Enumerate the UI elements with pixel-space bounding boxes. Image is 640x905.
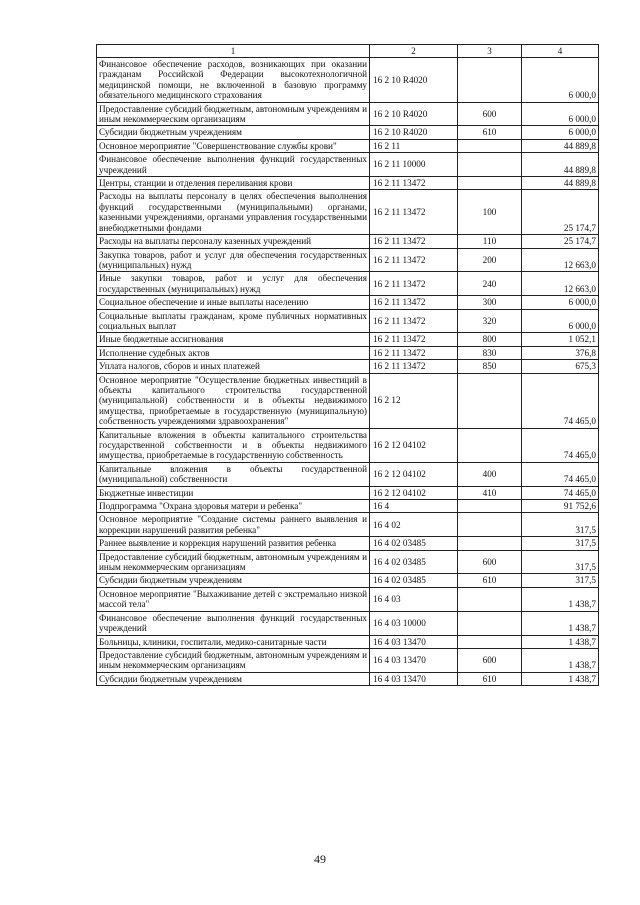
row-code: 16 4 03 13470 — [370, 648, 458, 672]
row-name: Основное мероприятие "Осуществление бюджетных инвестиций в объекты капитального строительства государственной (муниципальной) собственности и в объекты недвижимого имущества, приобретаемые в государственную (муниципальную) собственность учреждениями здравоохранения" — [97, 373, 370, 428]
row-kind: 600 — [458, 102, 522, 126]
row-code: 16 2 11 13472 — [370, 296, 458, 309]
row-name: Бюджетные инвестиции — [97, 486, 370, 499]
row-name: Предоставление субсидий бюджетным, автономным учреждениям и иным некоммерческим организациям — [97, 648, 370, 672]
table-row — [97, 574, 599, 587]
row-code: 16 4 02 — [370, 513, 458, 537]
row-sum: 12 663,0 — [522, 248, 599, 272]
row-code: 16 2 12 — [370, 373, 458, 428]
table-row — [97, 248, 599, 272]
row-kind — [458, 500, 522, 513]
table-row — [97, 102, 599, 126]
row-sum: 317,5 — [522, 513, 599, 537]
row-name: Основное мероприятие "Выхаживание детей с экстремально низкой массой тела" — [97, 587, 370, 611]
row-kind — [458, 153, 522, 177]
table-row — [97, 153, 599, 177]
table-row — [97, 346, 599, 359]
row-code: 16 2 11 13472 — [370, 333, 458, 346]
row-code: 16 2 11 13472 — [370, 190, 458, 235]
row-sum: 1 438,7 — [522, 611, 599, 635]
row-name: Подпрограмма "Охрана здоровья матери и ребенка" — [97, 500, 370, 513]
row-name: Социальные выплаты гражданам, кроме публичных нормативных социальных выплат — [97, 309, 370, 333]
row-code: 16 2 12 04102 — [370, 462, 458, 486]
table-row — [97, 500, 599, 513]
row-code: 16 2 11 10000 — [370, 153, 458, 177]
row-sum: 6 000,0 — [522, 309, 599, 333]
header-col-1: 1 — [97, 45, 370, 58]
table-row — [97, 672, 599, 685]
row-sum: 376,8 — [522, 346, 599, 359]
row-code: 16 4 03 13470 — [370, 672, 458, 685]
row-code: 16 4 03 — [370, 587, 458, 611]
table-header-row — [97, 45, 599, 58]
row-sum: 44 889,8 — [522, 177, 599, 190]
table-row — [97, 272, 599, 296]
table-row — [97, 296, 599, 309]
row-sum: 74 465,0 — [522, 428, 599, 462]
table-row — [97, 333, 599, 346]
row-code: 16 4 03 13470 — [370, 635, 458, 648]
row-sum: 1 438,7 — [522, 648, 599, 672]
row-kind: 610 — [458, 574, 522, 587]
row-name: Социальное обеспечение и иные выплаты населению — [97, 296, 370, 309]
row-name: Уплата налогов, сборов и иных платежей — [97, 360, 370, 373]
row-kind — [458, 373, 522, 428]
row-kind: 240 — [458, 272, 522, 296]
row-name: Предоставление субсидий бюджетным, автономным учреждениям и иным некоммерческим организациям — [97, 550, 370, 574]
row-code: 16 2 11 13472 — [370, 235, 458, 248]
row-sum: 317,5 — [522, 537, 599, 550]
row-sum: 1 052,1 — [522, 333, 599, 346]
row-name: Закупка товаров, работ и услуг для обеспечения государственных (муниципальных) нужд — [97, 248, 370, 272]
row-sum: 6 000,0 — [522, 126, 599, 139]
row-code: 16 2 11 13472 — [370, 360, 458, 373]
row-kind: 610 — [458, 126, 522, 139]
row-kind — [458, 635, 522, 648]
table-row — [97, 126, 599, 139]
row-sum: 74 465,0 — [522, 462, 599, 486]
page-number: 49 — [314, 852, 326, 866]
table-row — [97, 486, 599, 499]
row-kind: 200 — [458, 248, 522, 272]
row-kind: 850 — [458, 360, 522, 373]
table-row — [97, 648, 599, 672]
row-sum: 12 663,0 — [522, 272, 599, 296]
row-name: Финансовое обеспечение расходов, возникающих при оказании гражданам Российской Федерации высокотехнологичной медицинской помощи, не включенной в базовую программу обязательного медицинского страхования — [97, 58, 370, 103]
row-name: Основное мероприятие "Совершенствование службы крови" — [97, 139, 370, 152]
row-name: Предоставление субсидий бюджетным, автономным учреждениям и иным некоммерческим организациям — [97, 102, 370, 126]
row-code: 16 4 02 03485 — [370, 550, 458, 574]
row-code: 16 4 — [370, 500, 458, 513]
row-code: 16 2 11 13472 — [370, 346, 458, 359]
row-name: Иные бюджетные ассигнования — [97, 333, 370, 346]
row-kind — [458, 611, 522, 635]
row-code: 16 2 11 13472 — [370, 309, 458, 333]
row-kind: 410 — [458, 486, 522, 499]
row-name: Субсидии бюджетным учреждениям — [97, 574, 370, 587]
budget-table — [96, 44, 599, 686]
table-row — [97, 537, 599, 550]
row-sum: 317,5 — [522, 574, 599, 587]
table-row — [97, 235, 599, 248]
row-sum: 6 000,0 — [522, 58, 599, 103]
row-code: 16 2 11 13472 — [370, 177, 458, 190]
row-code: 16 2 12 04102 — [370, 486, 458, 499]
row-code: 16 2 12 04102 — [370, 428, 458, 462]
table-row — [97, 462, 599, 486]
row-kind: 300 — [458, 296, 522, 309]
row-name: Капитальные вложения в объекты государственной (муниципальной) собственности — [97, 462, 370, 486]
row-code: 16 2 11 13472 — [370, 248, 458, 272]
row-kind: 830 — [458, 346, 522, 359]
row-sum: 25 174,7 — [522, 190, 599, 235]
row-name: Иные закупки товаров, работ и услуг для обеспечения государственных (муниципальных) нужд — [97, 272, 370, 296]
row-code: 16 4 02 03485 — [370, 537, 458, 550]
row-sum: 6 000,0 — [522, 102, 599, 126]
row-sum: 1 438,7 — [522, 587, 599, 611]
table-row — [97, 587, 599, 611]
row-name: Субсидии бюджетным учреждениям — [97, 126, 370, 139]
row-sum: 74 465,0 — [522, 373, 599, 428]
row-kind: 600 — [458, 648, 522, 672]
table-row — [97, 373, 599, 428]
row-name: Больницы, клиники, госпитали, медико-санитарные части — [97, 635, 370, 648]
row-kind: 610 — [458, 672, 522, 685]
row-code: 16 4 03 10000 — [370, 611, 458, 635]
table-row — [97, 139, 599, 152]
row-kind — [458, 587, 522, 611]
row-code: 16 2 10 R4020 — [370, 102, 458, 126]
table-row — [97, 309, 599, 333]
row-sum: 44 889,8 — [522, 139, 599, 152]
row-kind: 600 — [458, 550, 522, 574]
row-kind: 800 — [458, 333, 522, 346]
row-kind: 320 — [458, 309, 522, 333]
row-code: 16 2 10 R4020 — [370, 58, 458, 103]
row-kind — [458, 428, 522, 462]
row-name: Центры, станции и отделения переливания крови — [97, 177, 370, 190]
row-sum: 317,5 — [522, 550, 599, 574]
header-col-2: 2 — [370, 45, 458, 58]
row-code: 16 2 10 R4020 — [370, 126, 458, 139]
table-row — [97, 428, 599, 462]
row-name: Субсидии бюджетным учреждениям — [97, 672, 370, 685]
table-row — [97, 177, 599, 190]
table-row — [97, 611, 599, 635]
row-sum: 44 889,8 — [522, 153, 599, 177]
row-kind — [458, 513, 522, 537]
row-sum: 74 465,0 — [522, 486, 599, 499]
row-sum: 1 438,7 — [522, 672, 599, 685]
row-sum: 675,3 — [522, 360, 599, 373]
row-code: 16 2 11 — [370, 139, 458, 152]
row-code: 16 4 02 03485 — [370, 574, 458, 587]
row-name: Основное мероприятие "Создание системы раннего выявления и коррекции нарушений развития ребенка" — [97, 513, 370, 537]
table-row — [97, 360, 599, 373]
row-name: Финансовое обеспечение выполнения функций государственных учреждений — [97, 153, 370, 177]
row-kind — [458, 139, 522, 152]
table-row — [97, 513, 599, 537]
header-col-3: 3 — [458, 45, 522, 58]
row-name: Финансовое обеспечение выполнения функций государственных учреждений — [97, 611, 370, 635]
row-kind — [458, 58, 522, 103]
row-kind — [458, 537, 522, 550]
row-name: Капитальные вложения в объекты капитального строительства государственной собственности и в объекты недвижимого имущества, приобретаемые в государственную собственность — [97, 428, 370, 462]
row-code: 16 2 11 13472 — [370, 272, 458, 296]
row-kind: 110 — [458, 235, 522, 248]
row-sum: 91 752,6 — [522, 500, 599, 513]
budget-table-body — [97, 45, 599, 686]
row-name: Расходы на выплаты персоналу в целях обеспечения выполнения функций государственными (муниципальными) органами, казенными учреждениями, органами управления государственными внебюджетными фондами — [97, 190, 370, 235]
row-name: Раннее выявление и коррекция нарушений развития ребенка — [97, 537, 370, 550]
table-row — [97, 190, 599, 235]
row-sum: 6 000,0 — [522, 296, 599, 309]
row-name: Исполнение судебных актов — [97, 346, 370, 359]
table-row — [97, 550, 599, 574]
header-col-4: 4 — [522, 45, 599, 58]
row-sum: 25 174,7 — [522, 235, 599, 248]
row-kind — [458, 177, 522, 190]
row-kind: 400 — [458, 462, 522, 486]
row-kind: 100 — [458, 190, 522, 235]
row-name: Расходы на выплаты персоналу казенных учреждений — [97, 235, 370, 248]
table-row — [97, 635, 599, 648]
row-sum: 1 438,7 — [522, 635, 599, 648]
table-row — [97, 58, 599, 103]
